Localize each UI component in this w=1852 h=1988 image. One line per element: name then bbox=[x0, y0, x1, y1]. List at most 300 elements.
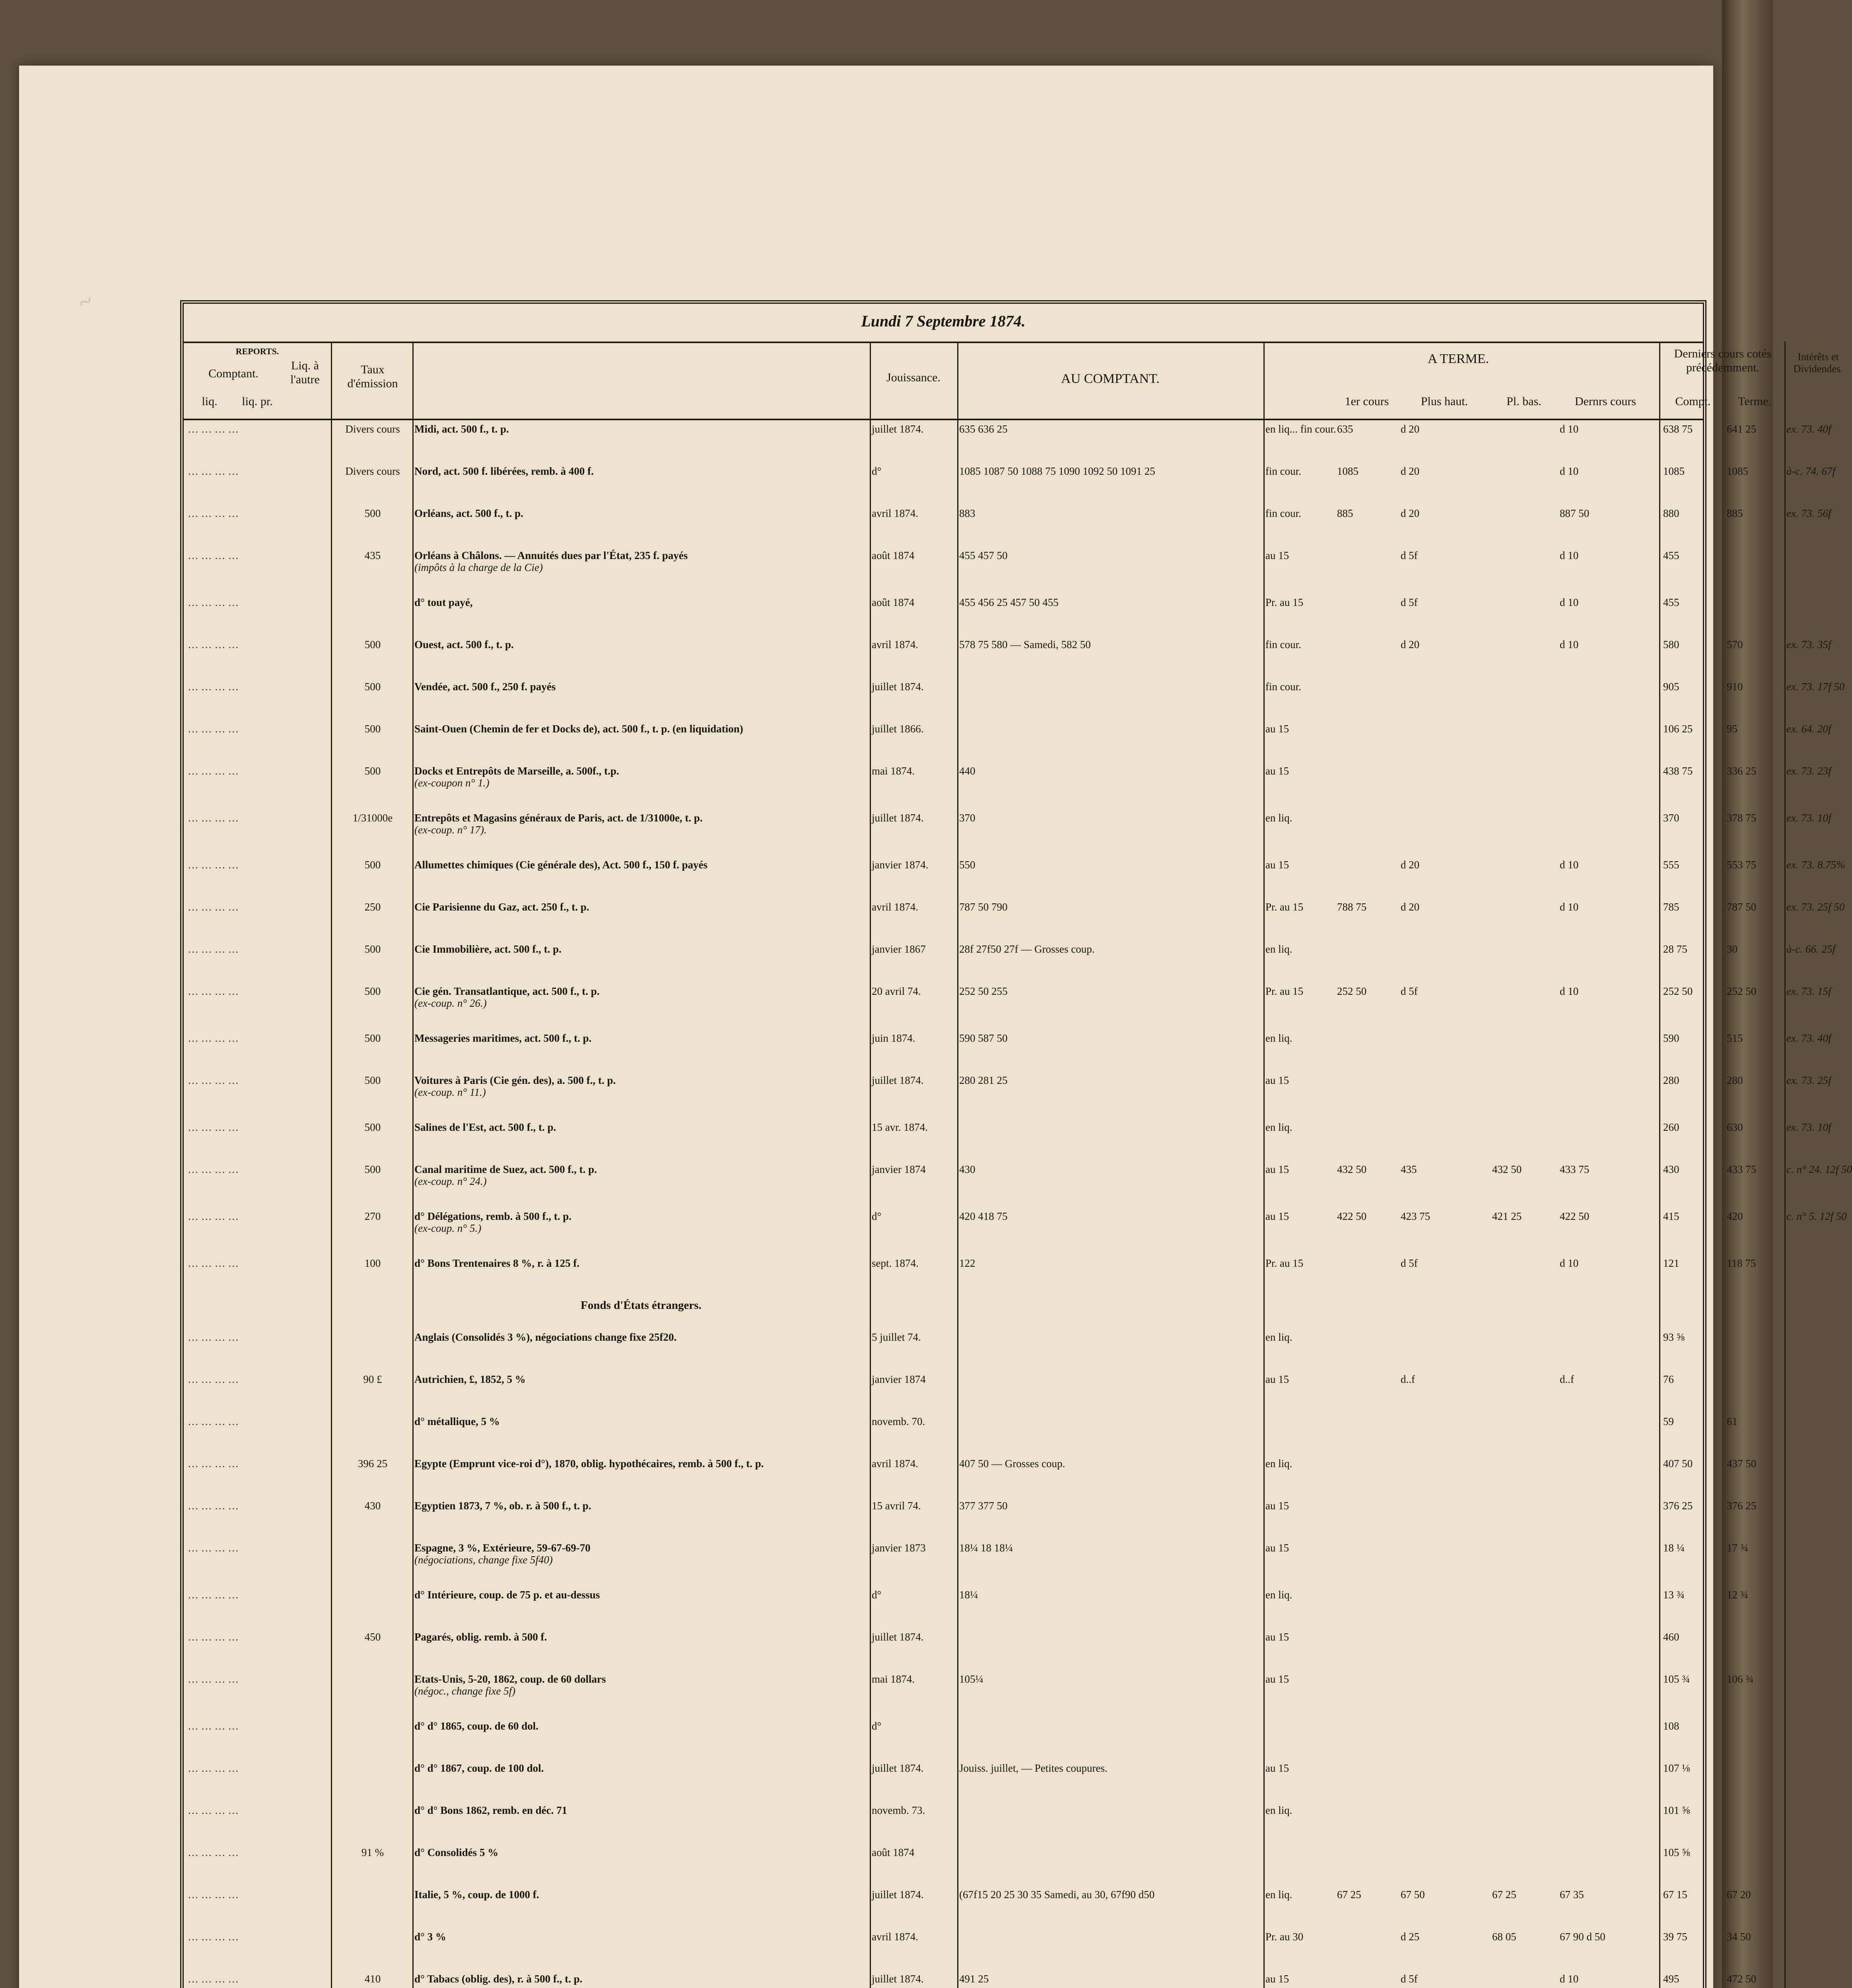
security-label: d° Tabacs (oblig. des), r. à 500 f., t. p. bbox=[414, 1973, 583, 1985]
jouissance-header: Jouissance. bbox=[886, 371, 941, 384]
table-row bbox=[184, 1889, 1751, 1912]
dc1-cell: 407 50 bbox=[1663, 1458, 1693, 1470]
table-row bbox=[184, 765, 1831, 789]
taux-cell: 500 bbox=[364, 765, 381, 777]
dc2-cell: 17 ¾ bbox=[1727, 1542, 1748, 1554]
comp-cell: 590 587 50 bbox=[959, 1032, 1008, 1044]
taux-cell: 410 bbox=[364, 1973, 381, 1985]
dc2-cell: 420 bbox=[1727, 1210, 1743, 1222]
jou-cell: sept. 1874. bbox=[872, 1257, 919, 1269]
reports-cell: … … … … bbox=[188, 765, 239, 777]
comp-cell: 280 281 25 bbox=[959, 1074, 1008, 1086]
int-cell: ex. 73. 25f 50 bbox=[1786, 901, 1845, 913]
dc2-cell: 570 bbox=[1727, 639, 1743, 650]
prem-cell: 432 50 bbox=[1337, 1163, 1367, 1175]
reports-cell: … … … … bbox=[188, 1720, 239, 1732]
taux-cell: 500 bbox=[364, 985, 381, 997]
dc1-cell: 638 75 bbox=[1663, 423, 1693, 435]
int-cell: ex. 73. 8.75% bbox=[1786, 859, 1845, 871]
comp-cell: 455 457 50 bbox=[959, 549, 1008, 561]
table-row bbox=[184, 1720, 1703, 1744]
security-label: d° Bons Trentenaires 8 %, r. à 125 f. bbox=[414, 1257, 580, 1269]
dc1-cell: 107 ⅛ bbox=[1663, 1762, 1690, 1774]
dc2-cell: 553 75 bbox=[1727, 859, 1757, 871]
taux-cell: 500 bbox=[364, 507, 381, 519]
security-name bbox=[414, 465, 868, 477]
comp-cell: 883 bbox=[959, 507, 976, 519]
phaut-cell: d 5f bbox=[1401, 1257, 1418, 1269]
dc1-cell: 415 bbox=[1663, 1210, 1679, 1222]
term-cell: fin cour. bbox=[1265, 507, 1301, 519]
dc1-cell: 121 bbox=[1663, 1257, 1679, 1269]
int-cell: à-c. 66. 25f bbox=[1786, 943, 1835, 955]
dern-cell: d 10 bbox=[1560, 465, 1579, 477]
security-name bbox=[414, 1542, 868, 1566]
table-row bbox=[184, 812, 1831, 836]
table-row bbox=[184, 1846, 1703, 1870]
taux-cell: 250 bbox=[364, 901, 381, 913]
taux-cell: 500 bbox=[364, 1163, 381, 1175]
taux-cell: 270 bbox=[364, 1210, 381, 1222]
column-rule bbox=[1784, 342, 1786, 1988]
comp-cell: 1085 1087 50 1088 75 1090 1092 50 1091 25 bbox=[959, 465, 1155, 477]
security-name bbox=[414, 723, 868, 735]
jou-cell: avril 1874. bbox=[872, 901, 918, 913]
reports-header: REPORTS. bbox=[235, 346, 279, 356]
comp-cell: 252 50 255 bbox=[959, 985, 1008, 997]
table-row bbox=[184, 1804, 1703, 1828]
security-label: d° d° 1865, coup. de 60 dol. bbox=[414, 1720, 538, 1732]
security-name bbox=[414, 1500, 868, 1512]
jou-cell: d° bbox=[872, 1589, 882, 1601]
reports-cell: … … … … bbox=[188, 1331, 239, 1343]
term-cell: Pr. au 15 bbox=[1265, 596, 1304, 608]
security-name bbox=[414, 639, 868, 650]
term-cell: au 15 bbox=[1265, 549, 1289, 561]
dc1-cell: 105 ¾ bbox=[1663, 1673, 1690, 1685]
term-cell: au 15 bbox=[1265, 1762, 1289, 1774]
dc1-cell: 280 bbox=[1663, 1074, 1679, 1086]
dc2-cell: 378 75 bbox=[1727, 812, 1757, 824]
security-label: Egyptien 1873, 7 %, ob. r. à 500 f., t. p. bbox=[414, 1500, 591, 1512]
taux-cell: 500 bbox=[364, 1074, 381, 1086]
term-cell: au 15 bbox=[1265, 723, 1289, 735]
security-label: Allumettes chimiques (Cie générale des), Act. 500 f., 150 f. payés bbox=[414, 859, 708, 871]
int-cell: ex. 73. 10f bbox=[1786, 812, 1831, 824]
jou-cell: juillet 1874. bbox=[872, 1973, 924, 1985]
jou-cell: juillet 1866. bbox=[872, 723, 924, 735]
dern-cell: d 10 bbox=[1560, 859, 1579, 871]
dc1-cell: 785 bbox=[1663, 901, 1679, 913]
term-cell: en liq. bbox=[1265, 1458, 1292, 1470]
comp-cell: 491 25 bbox=[959, 1973, 989, 1985]
reports-cell: … … … … bbox=[188, 1889, 239, 1901]
security-label: d° Consolidés 5 % bbox=[414, 1846, 499, 1858]
reports-cell: … … … … bbox=[188, 1762, 239, 1774]
jou-cell: avril 1874. bbox=[872, 507, 918, 519]
taux-cell: Divers cours bbox=[345, 423, 400, 435]
dc1-cell: 430 bbox=[1663, 1163, 1679, 1175]
compt-header: Compt. bbox=[1675, 395, 1711, 408]
dc1-cell: 1085 bbox=[1663, 465, 1685, 477]
dc1-cell: 108 bbox=[1663, 1720, 1679, 1732]
security-name bbox=[414, 549, 868, 573]
security-label: Ouest, act. 500 f., t. p. bbox=[414, 639, 514, 650]
comp-cell: 18¼ bbox=[959, 1589, 978, 1601]
comp-cell: 28f 27f50 27f — Grosses coup. bbox=[959, 943, 1095, 955]
table-row bbox=[184, 465, 1835, 489]
jou-cell: 5 juillet 74. bbox=[872, 1331, 921, 1343]
phaut-cell: d 20 bbox=[1401, 507, 1420, 519]
dc2-cell: 437 50 bbox=[1727, 1458, 1757, 1470]
dc1-cell: 880 bbox=[1663, 507, 1679, 519]
dc1-cell: 376 25 bbox=[1663, 1500, 1693, 1512]
taux-cell: 500 bbox=[364, 639, 381, 650]
security-label: d° d° 1867, coup. de 100 dol. bbox=[414, 1762, 544, 1774]
security-name bbox=[414, 765, 868, 789]
security-label: d° tout payé, bbox=[414, 596, 473, 608]
term-cell: au 15 bbox=[1265, 1973, 1289, 1985]
security-label: Canal maritime de Suez, act. 500 f., t. p. bbox=[414, 1163, 597, 1175]
taux-cell: 500 bbox=[364, 859, 381, 871]
security-name bbox=[414, 1373, 868, 1385]
comp-cell: 550 bbox=[959, 859, 976, 871]
term-cell: Pr. au 15 bbox=[1265, 985, 1304, 997]
table-row bbox=[184, 1673, 1754, 1697]
jou-cell: janvier 1874 bbox=[872, 1373, 926, 1385]
term-cell: au 15 bbox=[1265, 1542, 1289, 1554]
liq-a-lautre-header: Liq. à l'autre bbox=[290, 359, 320, 386]
jou-cell: mai 1874. bbox=[872, 765, 915, 777]
reports-cell: … … … … bbox=[188, 1415, 239, 1427]
table-row bbox=[184, 1631, 1703, 1655]
jou-cell: 20 avril 74. bbox=[872, 985, 921, 997]
dc1-cell: 28 75 bbox=[1663, 943, 1687, 955]
taux-cell: 91 % bbox=[361, 1846, 384, 1858]
term-cell: fin cour. bbox=[1265, 681, 1301, 693]
term-cell: en liq. bbox=[1265, 1032, 1292, 1044]
int-cell: ex. 73. 40f bbox=[1786, 423, 1831, 435]
comp-cell: 122 bbox=[959, 1257, 976, 1269]
table-row bbox=[184, 1210, 1847, 1234]
comp-cell: 105¼ bbox=[959, 1673, 983, 1685]
table-row bbox=[184, 423, 1831, 447]
jou-cell: janvier 1873 bbox=[872, 1542, 926, 1554]
jou-cell: août 1874 bbox=[872, 1846, 915, 1858]
dc1-cell: 252 50 bbox=[1663, 985, 1693, 997]
dc1-cell: 495 bbox=[1663, 1973, 1679, 1985]
security-name bbox=[414, 1210, 868, 1234]
int-cell: ex. 73. 35f bbox=[1786, 639, 1831, 650]
table-row bbox=[184, 723, 1831, 747]
reports-cell: … … … … bbox=[188, 859, 239, 871]
comp-cell: 407 50 — Grosses coup. bbox=[959, 1458, 1065, 1470]
table-row bbox=[184, 943, 1835, 967]
dc1-cell: 455 bbox=[1663, 549, 1679, 561]
comp-cell: (67f15 20 25 30 35 Samedi, au 30, 67f90 d50 bbox=[959, 1889, 1155, 1901]
phaut-cell: d..f bbox=[1401, 1373, 1415, 1385]
security-label: Vendée, act. 500 f., 250 f. payés bbox=[414, 681, 556, 693]
jou-cell: avril 1874. bbox=[872, 639, 918, 650]
term-cell: en liq. bbox=[1265, 1331, 1292, 1343]
reports-cell: … … … … bbox=[188, 1542, 239, 1554]
reports-cell: … … … … bbox=[188, 596, 239, 608]
comp-cell: 578 75 580 — Samedi, 582 50 bbox=[959, 639, 1091, 650]
security-label: Entrepôts et Magasins généraux de Paris, act. de 1/31000e, t. p. bbox=[414, 812, 703, 824]
phaut-cell: d 25 bbox=[1401, 1931, 1420, 1943]
table-row bbox=[184, 1500, 1757, 1524]
phaut-cell: d 5f bbox=[1401, 1973, 1418, 1985]
jou-cell: janvier 1874. bbox=[872, 859, 929, 871]
prem-cell: 635 bbox=[1337, 423, 1353, 435]
dern-cell: d 10 bbox=[1560, 596, 1579, 608]
int-cell: ex. 64. 20f bbox=[1786, 723, 1831, 735]
security-label: Salines de l'Est, act. 500 f., t. p. bbox=[414, 1121, 556, 1133]
security-name bbox=[414, 859, 868, 871]
reports-cell: … … … … bbox=[188, 639, 239, 650]
prem-cell: 885 bbox=[1337, 507, 1353, 519]
table-row bbox=[184, 1589, 1748, 1613]
dern-cell: 422 50 bbox=[1560, 1210, 1590, 1222]
comptant-header: Comptant. bbox=[208, 367, 258, 380]
dc2-cell: 106 ¾ bbox=[1727, 1673, 1754, 1685]
table-row bbox=[184, 1973, 1757, 1988]
security-label: d° 3 % bbox=[414, 1931, 446, 1943]
taux-cell: 90 £ bbox=[363, 1373, 382, 1385]
dc2-cell: 787 50 bbox=[1727, 901, 1757, 913]
security-note: (négociations, change fixe 5f40) bbox=[414, 1554, 553, 1566]
reports-cell: … … … … bbox=[188, 1931, 239, 1943]
dc1-cell: 59 bbox=[1663, 1415, 1674, 1427]
security-label: d° Intérieure, coup. de 75 p. et au-dessus bbox=[414, 1589, 600, 1601]
term-cell: au 15 bbox=[1265, 1373, 1289, 1385]
security-name bbox=[414, 596, 868, 608]
jou-cell: juin 1874. bbox=[872, 1032, 915, 1044]
table-row bbox=[184, 1373, 1703, 1397]
reports-cell: … … … … bbox=[188, 985, 239, 997]
security-name bbox=[414, 943, 868, 955]
reports-cell: … … … … bbox=[188, 812, 239, 824]
quotation-rows bbox=[184, 423, 1852, 1988]
dern-cell: d 10 bbox=[1560, 423, 1579, 435]
jou-cell: 15 avr. 1874. bbox=[872, 1121, 928, 1133]
term-cell: au 15 bbox=[1265, 1210, 1289, 1222]
term-cell: en liq. bbox=[1265, 943, 1292, 955]
phaut-cell: d 20 bbox=[1401, 465, 1420, 477]
reports-cell: … … … … bbox=[188, 943, 239, 955]
dern-cell: d 10 bbox=[1560, 1257, 1579, 1269]
security-label: Cie gén. Transatlantique, act. 500 f., t. p. bbox=[414, 985, 600, 997]
security-label: Voitures à Paris (Cie gén. des), a. 500 f., t. p. bbox=[414, 1074, 616, 1086]
table-row bbox=[184, 639, 1831, 662]
table-row bbox=[184, 1074, 1831, 1098]
table-row bbox=[184, 1331, 1703, 1355]
reports-cell: … … … … bbox=[188, 1257, 239, 1269]
security-label: Italie, 5 %, coup. de 1000 f. bbox=[414, 1889, 539, 1901]
dc1-cell: 455 bbox=[1663, 596, 1679, 608]
security-label: Nord, act. 500 f. libérées, remb. à 400 f. bbox=[414, 465, 594, 477]
jou-cell: avril 1874. bbox=[872, 1458, 918, 1470]
reports-cell: … … … … bbox=[188, 549, 239, 561]
security-label: Pagarés, oblig. remb. à 500 f. bbox=[414, 1631, 547, 1643]
security-label: Docks et Entrepôts de Marseille, a. 500f., t.p. bbox=[414, 765, 619, 777]
dc2-cell: 252 50 bbox=[1727, 985, 1757, 997]
dc2-cell: 641 25 bbox=[1727, 423, 1757, 435]
prem-cell: 252 50 bbox=[1337, 985, 1367, 997]
table-row bbox=[184, 596, 1703, 620]
table-row bbox=[184, 1762, 1703, 1786]
phaut-cell: d 5f bbox=[1401, 549, 1418, 561]
security-label: Anglais (Consolidés 3 %), négociations change fixe 25f20. bbox=[414, 1331, 677, 1343]
pbas-cell: 421 25 bbox=[1492, 1210, 1522, 1222]
taux-cell: 500 bbox=[364, 1121, 381, 1133]
phaut-cell: d 20 bbox=[1401, 859, 1420, 871]
phaut-cell: d 5f bbox=[1401, 596, 1418, 608]
phaut-cell: 423 75 bbox=[1401, 1210, 1430, 1222]
security-label: Etats-Unis, 5-20, 1862, coup. de 60 dollars bbox=[414, 1673, 606, 1685]
term-cell: Pr. au 30 bbox=[1265, 1931, 1304, 1943]
security-note: (négoc., change fixe 5f) bbox=[414, 1685, 516, 1697]
table-row bbox=[184, 1542, 1748, 1566]
term-cell: en liq... fin cour. bbox=[1265, 423, 1336, 435]
security-name bbox=[414, 1032, 868, 1044]
jou-cell: juillet 1874. bbox=[872, 1074, 924, 1086]
dc1-cell: 590 bbox=[1663, 1032, 1679, 1044]
jou-cell: janvier 1867 bbox=[872, 943, 926, 955]
au-comptant-header: AU COMPTANT. bbox=[1061, 371, 1160, 386]
taux-cell: 500 bbox=[364, 681, 381, 693]
dc2-cell: 515 bbox=[1727, 1032, 1743, 1044]
security-name bbox=[414, 1762, 868, 1774]
security-name bbox=[414, 901, 868, 913]
table-row bbox=[184, 1032, 1831, 1056]
dc1-cell: 18 ¼ bbox=[1663, 1542, 1685, 1554]
jou-cell: août 1874 bbox=[872, 549, 915, 561]
dern-cell: d 10 bbox=[1560, 1973, 1579, 1985]
terme-header: Terme. bbox=[1738, 395, 1771, 408]
jou-cell: juillet 1874. bbox=[872, 1631, 924, 1643]
security-name bbox=[414, 812, 868, 836]
security-note: (ex-coup. n° 26.) bbox=[414, 997, 487, 1009]
security-name bbox=[414, 1074, 868, 1098]
security-name bbox=[414, 1163, 868, 1187]
int-cell: ex. 73. 10f bbox=[1786, 1121, 1831, 1133]
reports-cell: … … … … bbox=[188, 723, 239, 735]
jou-cell: juillet 1874. bbox=[872, 812, 924, 824]
jou-cell: juillet 1874. bbox=[872, 1762, 924, 1774]
reports-cell: … … … … bbox=[188, 1589, 239, 1601]
phaut-cell: 435 bbox=[1401, 1163, 1417, 1175]
dc1-cell: 438 75 bbox=[1663, 765, 1693, 777]
comp-cell: 635 636 25 bbox=[959, 423, 1008, 435]
reports-cell: … … … … bbox=[188, 423, 239, 435]
int-cell: c. n° 5. 12f 50 bbox=[1786, 1210, 1847, 1222]
table-row bbox=[184, 1257, 1756, 1281]
dc2-cell: 433 75 bbox=[1727, 1163, 1757, 1175]
term-cell: au 15 bbox=[1265, 1163, 1289, 1175]
security-name bbox=[414, 1331, 868, 1343]
term-cell: Pr. au 15 bbox=[1265, 1257, 1304, 1269]
table-row bbox=[184, 507, 1831, 531]
term-cell: au 15 bbox=[1265, 1673, 1289, 1685]
dc2-cell: 30 bbox=[1727, 943, 1737, 955]
jou-cell: novemb. 73. bbox=[872, 1804, 925, 1816]
int-cell: ex. 73. 56f bbox=[1786, 507, 1831, 519]
int-cell: ex. 73. 25f bbox=[1786, 1074, 1831, 1086]
table-row bbox=[184, 1931, 1751, 1955]
security-label: d° métallique, 5 % bbox=[414, 1415, 500, 1427]
newspaper-page bbox=[19, 66, 1852, 1988]
dernier-cours-header: Dernrs cours bbox=[1574, 395, 1636, 408]
security-note: (impôts à la charge de la Cie) bbox=[414, 561, 543, 573]
security-name bbox=[414, 1257, 868, 1269]
dc1-cell: 39 75 bbox=[1663, 1931, 1687, 1943]
comp-cell: Jouiss. juillet, — Petites coupures. bbox=[959, 1762, 1108, 1774]
dc1-cell: 260 bbox=[1663, 1121, 1679, 1133]
int-cell: c. n° 24. 12f 50 bbox=[1786, 1163, 1852, 1175]
int-cell: ex. 73. 23f bbox=[1786, 765, 1831, 777]
jou-cell: juillet 1874. bbox=[872, 423, 924, 435]
term-cell: en liq. bbox=[1265, 812, 1292, 824]
security-label: Orléans, act. 500 f., t. p. bbox=[414, 507, 523, 519]
security-name bbox=[414, 1415, 868, 1427]
handwritten-mark: ~ bbox=[74, 287, 97, 316]
reports-cell: … … … … bbox=[188, 1846, 239, 1858]
interets-header: Intérêts et Dividendes. bbox=[1793, 351, 1843, 375]
dc2-cell: 12 ¾ bbox=[1727, 1589, 1748, 1601]
taux-cell: 500 bbox=[364, 723, 381, 735]
term-cell: fin cour. bbox=[1265, 639, 1301, 650]
security-label: d° d° Bons 1862, remb. en déc. 71 bbox=[414, 1804, 567, 1816]
security-note: (ex-coup. n° 5.) bbox=[414, 1222, 482, 1234]
jou-cell: d° bbox=[872, 465, 882, 477]
term-cell: fin cour. bbox=[1265, 465, 1301, 477]
taux-header: Taux d'émission bbox=[347, 363, 398, 390]
dern-cell: d 10 bbox=[1560, 549, 1579, 561]
comp-cell: 455 456 25 457 50 455 bbox=[959, 596, 1059, 608]
reports-cell: … … … … bbox=[188, 465, 239, 477]
reports-cell: … … … … bbox=[188, 1973, 239, 1985]
security-label: Autrichien, £, 1852, 5 % bbox=[414, 1373, 526, 1385]
taux-cell: 1/31000e bbox=[352, 812, 393, 824]
table-row bbox=[184, 549, 1703, 573]
dc2-cell: 280 bbox=[1727, 1074, 1743, 1086]
jou-cell: d° bbox=[872, 1210, 882, 1222]
a-terme-header: A TERME. bbox=[1427, 351, 1489, 366]
dc2-cell: 118 75 bbox=[1727, 1257, 1756, 1269]
security-label: Egypte (Emprunt vice-roi d°), 1870, oblig. hypothécaires, remb. à 500 f., t. p. bbox=[414, 1458, 764, 1470]
dc2-cell: 376 25 bbox=[1727, 1500, 1757, 1512]
security-note: (ex-coupon n° 1.) bbox=[414, 777, 490, 789]
dern-cell: 67 90 d 50 bbox=[1560, 1931, 1605, 1943]
reports-cell: … … … … bbox=[188, 1074, 239, 1086]
table-row bbox=[184, 901, 1845, 925]
comp-cell: 377 377 50 bbox=[959, 1500, 1008, 1512]
term-cell: au 15 bbox=[1265, 859, 1289, 871]
term-cell: en liq. bbox=[1265, 1589, 1292, 1601]
jou-cell: novemb. 70. bbox=[872, 1415, 925, 1427]
security-name bbox=[414, 1804, 868, 1816]
dc2-cell: 630 bbox=[1727, 1121, 1743, 1133]
jou-cell: d° bbox=[872, 1720, 882, 1732]
security-name bbox=[414, 1846, 868, 1858]
prem-cell: 788 75 bbox=[1337, 901, 1367, 913]
dc1-cell: 460 bbox=[1663, 1631, 1679, 1643]
pbas-cell: 432 50 bbox=[1492, 1163, 1522, 1175]
jou-cell: juillet 1874. bbox=[872, 1889, 924, 1901]
dc1-cell: 370 bbox=[1663, 812, 1679, 824]
security-name bbox=[414, 1931, 868, 1943]
